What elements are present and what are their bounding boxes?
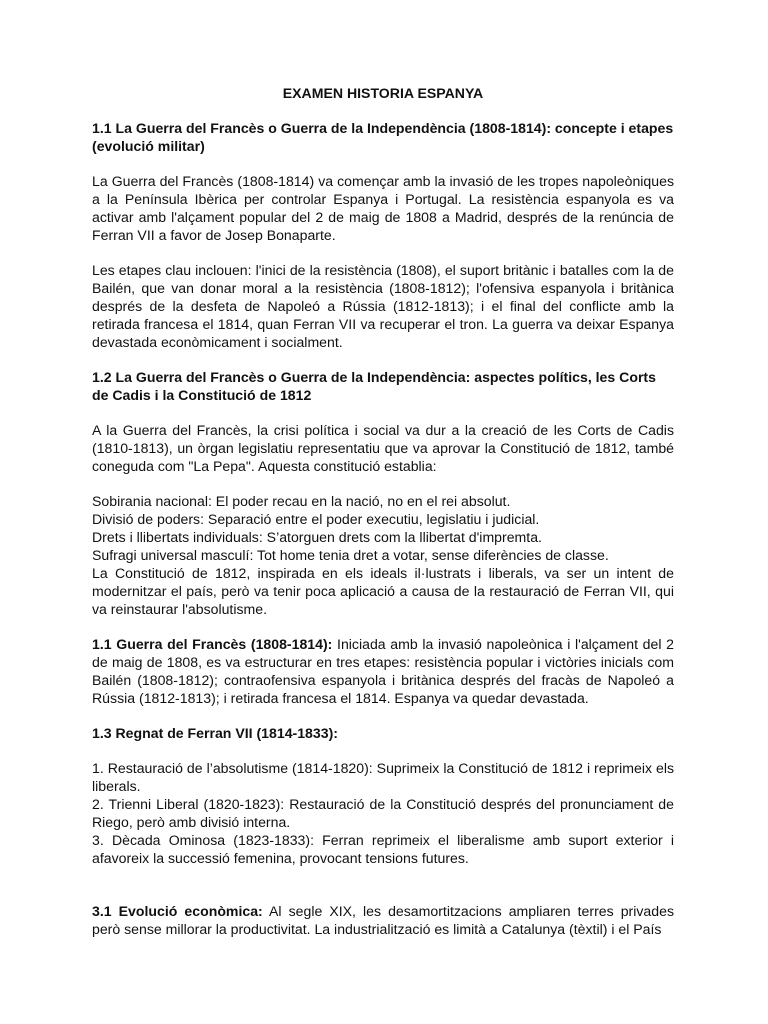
reign-list	[92, 759, 674, 867]
paragraph-6	[92, 902, 674, 938]
list-item: 3. Dècada Ominosa (1823-1833): Ferran reprimeix el liberalisme amb suport exterior i afavoreix la successió femenina, provocant tensions futures.	[92, 832, 674, 866]
paragraph-6-lead: 3.1 Evolució econòmica:	[92, 903, 263, 919]
section-heading-1-3: 1.3 Regnat de Ferran VII (1814-1833):	[92, 725, 338, 741]
document-title: EXAMEN HISTORIA ESPANYA	[282, 85, 484, 101]
paragraph-5	[92, 635, 674, 707]
list-item: Drets i llibertats individuals: S’atorguen drets com la llibertat d'impremta.	[92, 529, 542, 545]
list-item: Sobirania nacional: El poder recau en la nació, no en el rei absolut.	[92, 493, 511, 509]
paragraph-3: A la Guerra del Francès, la crisi política i social va dur a la creació de les Corts de Cadis (1810-1813), un òrgan legislatiu representatiu que va aprovar la Constitució de 1812, també coneguda com "La Pepa". Aquesta constitució establia:	[92, 422, 674, 474]
list-item: 2. Trienni Liberal (1820-1823): Restauració de la Constitució després del pronunciament de Riego, però amb divisió interna.	[92, 796, 674, 830]
constitution-list	[92, 492, 674, 564]
paragraph-2: Les etapes clau inclouen: l'inici de la resistència (1808), el suport britànic i batalles com la de Bailén, que van donar moral a la resistència (1808-1812); l'ofensiva espanyola i britànica després de la desfeta de Napoleó a Rússia (1812-1813); i el final del conflicte amb la retirada francesa el 1814, quan Ferran VII va recuperar el tron. La guerra va deixar Espanya devastada econòmicament i socialment.	[92, 262, 674, 350]
paragraph-6-text: Al segle XIX, les desamortitzacions ampliaren terres privades però sense millorar la productivitat. La industrialització es limità a Catalunya (tèxtil) i el País	[92, 903, 674, 937]
list-item: Divisió de poders: Separació entre el poder executiu, legislatiu i judicial.	[92, 511, 540, 527]
section-heading-1-1: 1.1 La Guerra del Francès o Guerra de la Independència (1808-1814): concepte i etapes (evolució militar)	[92, 120, 674, 154]
list-item: 1. Restauració de l’absolutisme (1814-1820): Suprimeix la Constitució de 1812 i reprimeix els liberals.	[92, 760, 674, 794]
paragraph-5-text: Iniciada amb la invasió napoleònica i l'alçament del 2 de maig de 1808, es va estructurar en tres etapes: resistència popular i victòries inicials com Bailén (1808-1812); contraofensiva espanyola i britànica després del fracàs de Napoleó a Rússia (1812-1813); i retirada francesa el 1814. Espanya va quedar devastada.	[92, 636, 674, 706]
spacer	[92, 884, 674, 902]
list-item: Sufragi universal masculí: Tot home tenia dret a votar, sense diferències de classe.	[92, 547, 609, 563]
document-page	[92, 84, 674, 955]
section-heading-1-2: 1.2 La Guerra del Francès o Guerra de la Independència: aspectes polítics, les Corts de Cadis i la Constitució de 1812	[92, 369, 656, 403]
paragraph-5-lead: 1.1 Guerra del Francès (1808-1814):	[92, 636, 333, 652]
paragraph-4: La Constitució de 1812, inspirada en els ideals il·lustrats i liberals, va ser un intent de modernitzar el país, però va tenir poca aplicació a causa de la restauració de Ferran VII, qui va reinstaurar l'absolutisme.	[92, 565, 674, 617]
paragraph-1: La Guerra del Francès (1808-1814) va començar amb la invasió de les tropes napoleòniques a la Península Ibèrica per controlar Espanya i Portugal. La resistència espanyola es va activar amb l'alçament popular del 2 de maig de 1808 a Madrid, després de la renúncia de Ferran VII a favor de Josep Bonaparte.	[92, 173, 674, 243]
